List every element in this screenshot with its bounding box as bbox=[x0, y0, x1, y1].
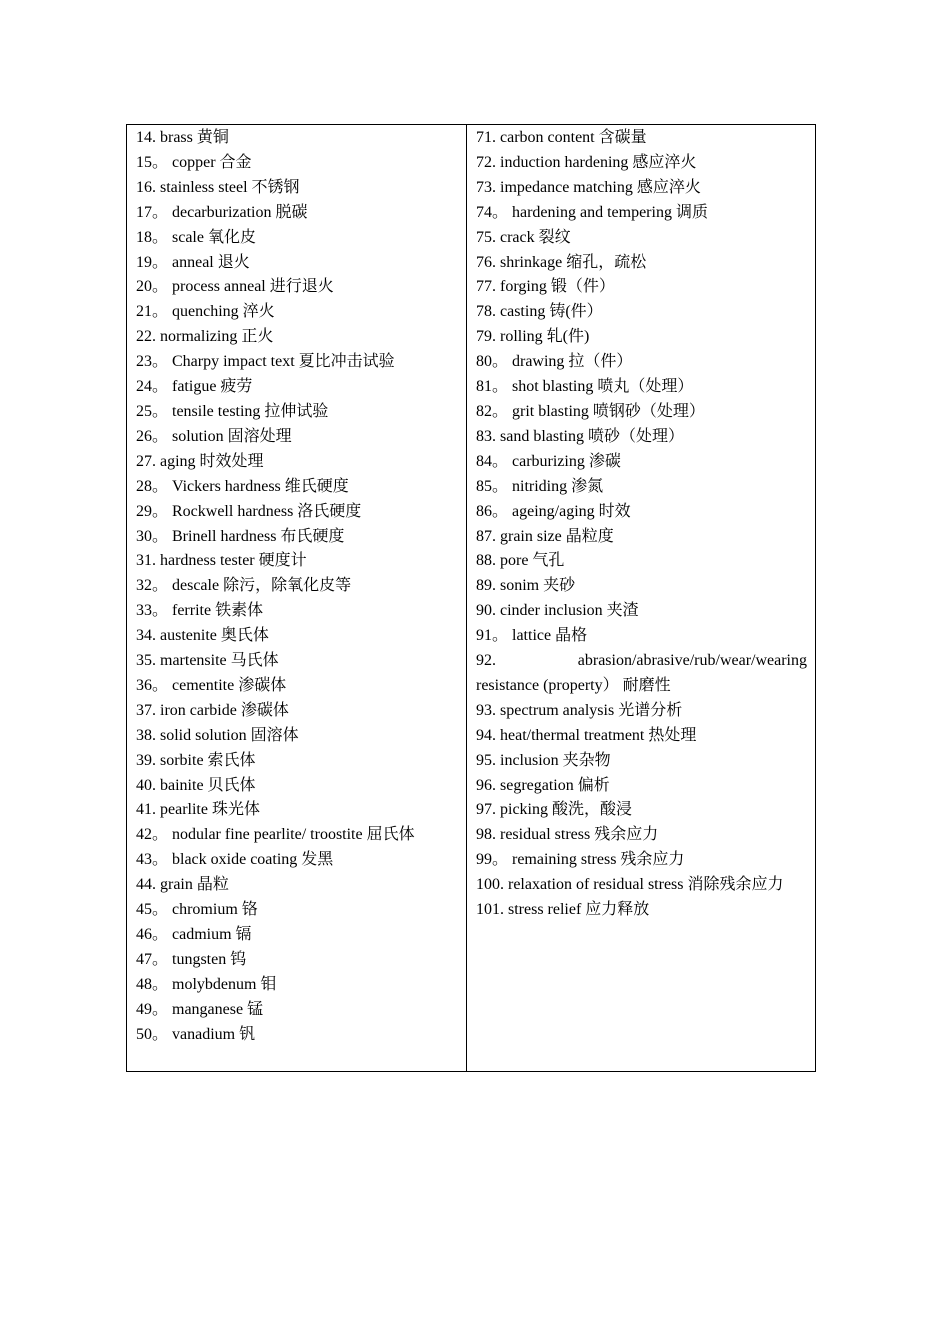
glossary-table bbox=[126, 124, 816, 1072]
glossary-entry: 27. aging 时效处理 bbox=[136, 452, 264, 470]
right-column-part-b bbox=[476, 699, 807, 923]
glossary-entry: 21。 quenching 淬火 bbox=[136, 303, 275, 321]
glossary-entry: 48。 molybdenum 钼 bbox=[136, 975, 277, 993]
glossary-entry: 17。 decarburization 脱碳 bbox=[136, 203, 308, 221]
entry-92-terms: abrasion/abrasive/rub/wear/wearing bbox=[577, 652, 807, 670]
entry-92-first-line bbox=[476, 649, 807, 674]
glossary-entry: 42。 nodular fine pearlite/ troostite 屈氏体 bbox=[136, 826, 415, 844]
glossary-entry: 90. cinder inclusion 夹渣 bbox=[476, 602, 639, 620]
entry-92-number: 92. bbox=[476, 652, 496, 670]
glossary-entry: 25。 tensile testing 拉伸试验 bbox=[136, 402, 329, 420]
glossary-entry: 33。 ferrite 铁素体 bbox=[136, 602, 264, 620]
glossary-entry: 24。 fatigue 疲劳 bbox=[136, 378, 253, 396]
glossary-entry: 31. hardness tester 硬度计 bbox=[136, 552, 307, 570]
glossary-entry: 16. stainless steel 不锈钢 bbox=[136, 178, 300, 196]
glossary-entry: 45。 chromium 铬 bbox=[136, 901, 258, 919]
glossary-entry: 19。 anneal 退火 bbox=[136, 253, 250, 271]
glossary-entry: 95. inclusion 夹杂物 bbox=[476, 751, 611, 769]
glossary-entry: 50。 vanadium 钒 bbox=[136, 1025, 256, 1043]
glossary-entry: 32。 descale 除污，除氧化皮等 bbox=[136, 577, 352, 595]
glossary-entry: 78. casting 铸(件） bbox=[476, 303, 603, 321]
glossary-entry: 26。 solution 固溶处理 bbox=[136, 427, 292, 445]
right-column-part-a bbox=[476, 126, 807, 649]
glossary-entry: 20。 process anneal 进行退火 bbox=[136, 278, 334, 296]
glossary-entry: 35. martensite 马氏体 bbox=[136, 652, 279, 670]
glossary-entry: 49。 manganese 锰 bbox=[136, 1000, 264, 1018]
glossary-entry: 41. pearlite 珠光体 bbox=[136, 801, 260, 819]
glossary-entry: 88. pore 气孔 bbox=[476, 552, 565, 570]
glossary-entry: 85。 nitriding 渗氮 bbox=[476, 477, 604, 495]
glossary-entry: 73. impedance matching 感应淬火 bbox=[476, 178, 701, 196]
glossary-entry: 97. picking 酸洗，酸浸 bbox=[476, 801, 632, 819]
glossary-entry: 100. relaxation of residual stress 消除残余应力 bbox=[476, 876, 784, 894]
right-column bbox=[467, 125, 815, 1071]
glossary-entry: 37. iron carbide 渗碳体 bbox=[136, 701, 289, 719]
glossary-entry: 18。 scale 氧化皮 bbox=[136, 228, 256, 246]
entry-92-continuation: resistance (property） 耐磨性 bbox=[476, 676, 671, 694]
glossary-entry: 101. stress relief 应力释放 bbox=[476, 901, 650, 919]
glossary-entry: 75. crack 裂纹 bbox=[476, 228, 571, 246]
glossary-entry: 43。 black oxide coating 发黑 bbox=[136, 851, 334, 869]
glossary-entry: 74。 hardening and tempering 调质 bbox=[476, 203, 708, 221]
glossary-entry: 94. heat/thermal treatment 热处理 bbox=[476, 726, 697, 744]
glossary-entry: 14. brass 黄铜 bbox=[136, 129, 229, 146]
glossary-entry: 76. shrinkage 缩孔，疏松 bbox=[476, 253, 647, 271]
glossary-entry: 86。 ageing/aging 时效 bbox=[476, 502, 631, 520]
glossary-entry: 89. sonim 夹砂 bbox=[476, 577, 576, 595]
glossary-entry: 23。 Charpy impact text 夏比冲击试验 bbox=[136, 353, 395, 371]
glossary-entry-92 bbox=[476, 649, 807, 699]
glossary-entry: 47。 tungsten 钨 bbox=[136, 950, 247, 968]
glossary-entry: 98. residual stress 残余应力 bbox=[476, 826, 659, 844]
glossary-entry: 80。 drawing 拉（件） bbox=[476, 353, 633, 371]
glossary-entry: 77. forging 锻（件） bbox=[476, 278, 615, 296]
glossary-entry: 34. austenite 奥氏体 bbox=[136, 627, 269, 645]
left-column bbox=[127, 125, 467, 1071]
glossary-entry: 38. solid solution 固溶体 bbox=[136, 726, 299, 744]
glossary-entry: 93. spectrum analysis 光谱分析 bbox=[476, 701, 683, 719]
glossary-entry: 84。 carburizing 渗碳 bbox=[476, 452, 621, 470]
glossary-entry: 87. grain size 晶粒度 bbox=[476, 527, 614, 545]
glossary-entry: 30。 Brinell hardness 布氏硬度 bbox=[136, 527, 345, 545]
glossary-entry: 81。 shot blasting 喷丸（处理） bbox=[476, 378, 694, 396]
glossary-entry: 44. grain 晶粒 bbox=[136, 876, 229, 894]
glossary-entry: 96. segregation 偏析 bbox=[476, 776, 610, 794]
glossary-entry: 79. rolling 轧(件) bbox=[476, 328, 590, 346]
glossary-entry: 15。 copper 合金 bbox=[136, 153, 252, 171]
glossary-entry: 83. sand blasting 喷砂（处理） bbox=[476, 427, 684, 445]
glossary-entry: 91。 lattice 晶格 bbox=[476, 627, 588, 645]
glossary-entry: 40. bainite 贝氏体 bbox=[136, 776, 256, 794]
glossary-entry: 22. normalizing 正火 bbox=[136, 328, 274, 346]
glossary-entry: 39. sorbite 索氏体 bbox=[136, 751, 256, 769]
glossary-entry: 28。 Vickers hardness 维氏硬度 bbox=[136, 477, 349, 495]
glossary-entry: 99。 remaining stress 残余应力 bbox=[476, 851, 685, 869]
glossary-entry: 72. induction hardening 感应淬火 bbox=[476, 153, 697, 171]
glossary-entry: 36。 cementite 渗碳体 bbox=[136, 676, 287, 694]
glossary-entry: 82。 grit blasting 喷钢砂（处理） bbox=[476, 402, 705, 420]
glossary-entry: 29。 Rockwell hardness 洛氏硬度 bbox=[136, 502, 362, 520]
glossary-entry: 71. carbon content 含碳量 bbox=[476, 129, 647, 146]
glossary-entry: 46。 cadmium 镉 bbox=[136, 926, 252, 943]
